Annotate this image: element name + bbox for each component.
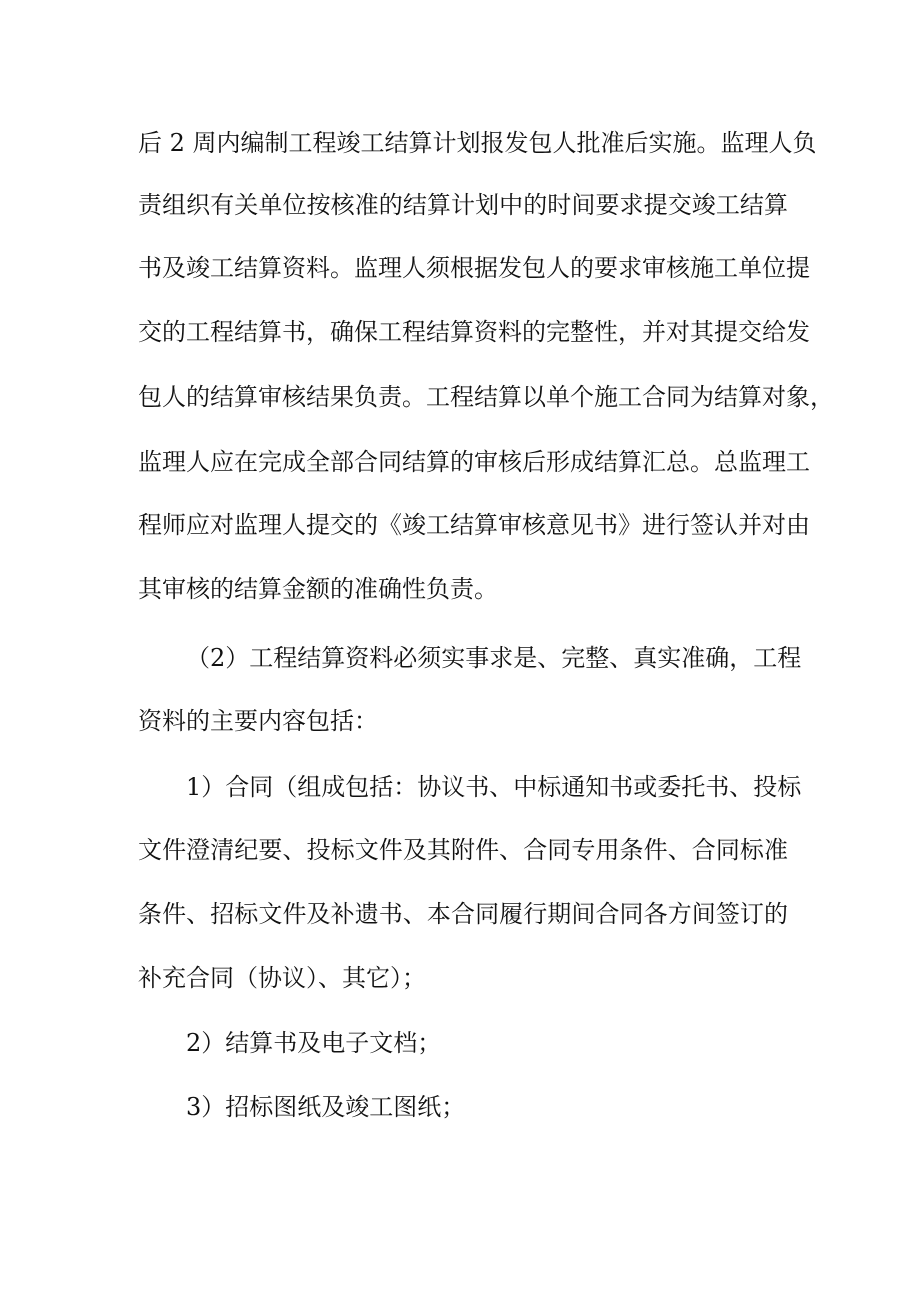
text-line: 程师应对监理人提交的《竣工结算审核意见书》进行签认并对由 <box>138 511 810 539</box>
text-line: 交的工程结算书，确保工程结算资料的完整性，并对其提交给发 <box>138 318 810 346</box>
text-line: 补充合同（协议）、其它）； <box>138 964 426 992</box>
text-line: 监理人应在完成全部合同结算的审核后形成结算汇总。总监理工 <box>138 448 810 476</box>
text-line: 文件澄清纪要、投标文件及其附件、合同专用条件、合同标准 <box>138 836 788 864</box>
text-line: 1）合同（组成包括：协议书、中标通知书或委托书、投标 <box>186 773 802 801</box>
list-item: 3）招标图纸及竣工图纸； <box>186 1093 466 1121</box>
text-line: 资料的主要内容包括： <box>138 707 378 735</box>
text-line: 书及竣工结算资料。监理人须根据发包人的要求审核施工单位提 <box>138 254 810 282</box>
text-line: 其审核的结算金额的准确性负责。 <box>138 575 498 603</box>
text-line: 包人的结算审核结果负责。工程结算以单个施工合同为结算对象， <box>138 383 834 411</box>
text-line: 后 2 周内编制工程竣工结算计划报发包人批准后实施。监理人负 <box>138 129 817 157</box>
text-line: 条件、招标文件及补遗书、本合同履行期间合同各方间签订的 <box>138 900 788 928</box>
list-item: 2）结算书及电子文档； <box>186 1029 442 1057</box>
text-line: 责组织有关单位按核准的结算计划中的时间要求提交竣工结算 <box>138 191 788 219</box>
text-line: （2）工程结算资料必须实事求是、完整、真实准确，工程 <box>186 644 802 672</box>
